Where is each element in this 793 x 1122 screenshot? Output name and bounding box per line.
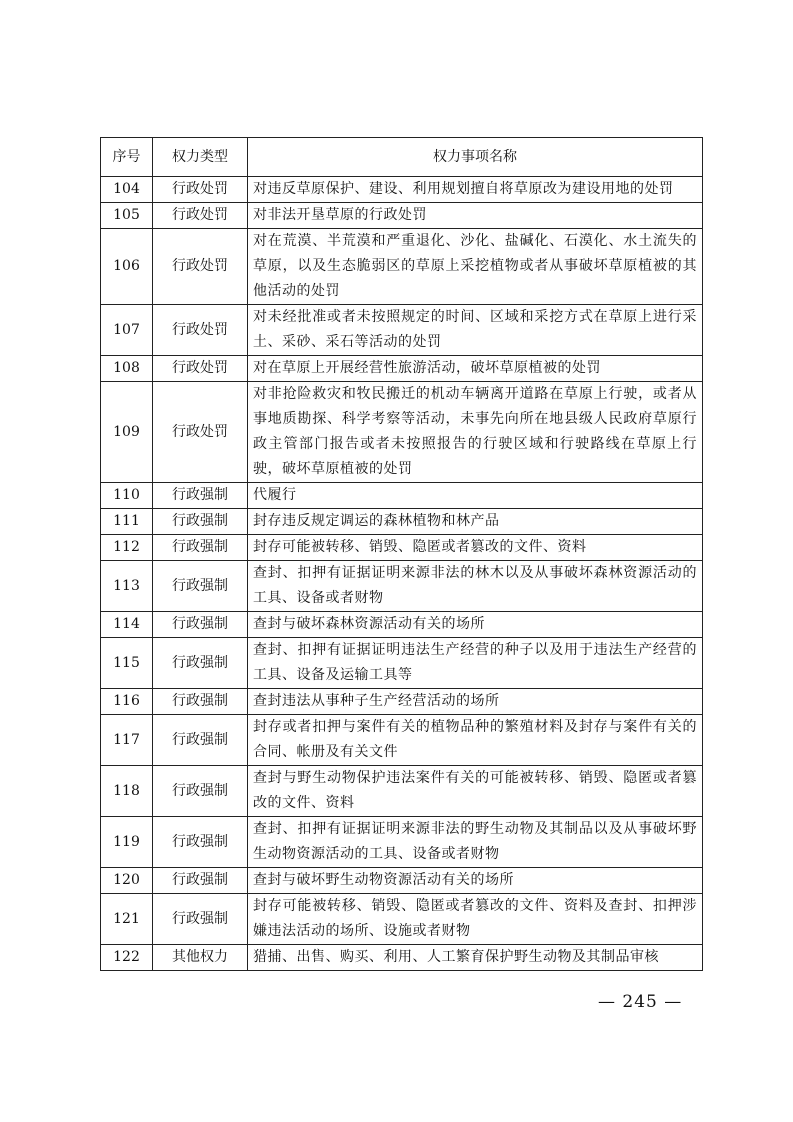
row-power-type: 行政强制 bbox=[153, 561, 248, 612]
row-power-item-name: 对违反草原保护、建设、利用规划擅自将草原改为建设用地的处罚 bbox=[248, 177, 703, 203]
row-serial-number: 117 bbox=[101, 715, 153, 766]
row-power-item-name: 查封与破坏森林资源活动有关的场所 bbox=[248, 612, 703, 638]
row-serial-number: 111 bbox=[101, 509, 153, 535]
row-power-type: 行政处罚 bbox=[153, 203, 248, 229]
row-power-type: 其他权力 bbox=[153, 945, 248, 971]
row-serial-number: 121 bbox=[101, 894, 153, 945]
table-row bbox=[101, 766, 703, 817]
row-power-type: 行政强制 bbox=[153, 483, 248, 509]
table-row bbox=[101, 177, 703, 203]
row-serial-number: 119 bbox=[101, 817, 153, 868]
table-row bbox=[101, 483, 703, 509]
row-power-item-name: 对未经批准或者未按照规定的时间、区域和采挖方式在草原上进行采土、采砂、采石等活动的处罚 bbox=[248, 305, 703, 356]
table-body bbox=[101, 177, 703, 971]
row-serial-number: 107 bbox=[101, 305, 153, 356]
row-serial-number: 116 bbox=[101, 689, 153, 715]
row-power-item-name: 查封、扣押有证据证明违法生产经营的种子以及用于违法生产经营的工具、设备及运输工具等 bbox=[248, 638, 703, 689]
row-power-item-name: 查封、扣押有证据证明来源非法的林木以及从事破坏森林资源活动的工具、设备或者财物 bbox=[248, 561, 703, 612]
row-serial-number: 115 bbox=[101, 638, 153, 689]
row-power-item-name: 封存违反规定调运的森林植物和林产品 bbox=[248, 509, 703, 535]
row-serial-number: 109 bbox=[101, 382, 153, 483]
row-power-item-name: 查封与野生动物保护违法案件有关的可能被转移、销毁、隐匿或者篡改的文件、资料 bbox=[248, 766, 703, 817]
row-serial-number: 105 bbox=[101, 203, 153, 229]
row-power-item-name: 对非法开垦草原的行政处罚 bbox=[248, 203, 703, 229]
row-power-item-name: 对在草原上开展经营性旅游活动，破坏草原植被的处罚 bbox=[248, 356, 703, 382]
row-power-type: 行政强制 bbox=[153, 715, 248, 766]
table-row bbox=[101, 229, 703, 305]
row-serial-number: 112 bbox=[101, 535, 153, 561]
row-power-type: 行政强制 bbox=[153, 689, 248, 715]
header-serial-number: 序号 bbox=[101, 138, 153, 177]
table-row bbox=[101, 945, 703, 971]
row-serial-number: 106 bbox=[101, 229, 153, 305]
row-power-type: 行政强制 bbox=[153, 535, 248, 561]
table-row bbox=[101, 305, 703, 356]
table-row bbox=[101, 817, 703, 868]
row-power-type: 行政强制 bbox=[153, 868, 248, 894]
row-power-type: 行政处罚 bbox=[153, 356, 248, 382]
row-power-type: 行政处罚 bbox=[153, 177, 248, 203]
row-power-item-name: 对在荒漠、半荒漠和严重退化、沙化、盐碱化、石漠化、水土流失的草原，以及生态脆弱区的草原上采挖植物或者从事破坏草原植被的其他活动的处罚 bbox=[248, 229, 703, 305]
row-power-type: 行政强制 bbox=[153, 612, 248, 638]
row-power-item-name: 查封、扣押有证据证明来源非法的野生动物及其制品以及从事破坏野生动物资源活动的工具、设备或者财物 bbox=[248, 817, 703, 868]
table-row bbox=[101, 382, 703, 483]
table-row bbox=[101, 535, 703, 561]
row-power-type: 行政强制 bbox=[153, 509, 248, 535]
table-row bbox=[101, 868, 703, 894]
table-row bbox=[101, 612, 703, 638]
row-power-type: 行政处罚 bbox=[153, 229, 248, 305]
row-power-item-name: 对非抢险救灾和牧民搬迁的机动车辆离开道路在草原上行驶，或者从事地质勘探、科学考察等活动，未事先向所在地县级人民政府草原行政主管部门报告或者未按照报告的行驶区域和行驶路线在草原上行驶，破坏草原植被的处罚 bbox=[248, 382, 703, 483]
row-serial-number: 110 bbox=[101, 483, 153, 509]
row-power-type: 行政强制 bbox=[153, 766, 248, 817]
table-row bbox=[101, 561, 703, 612]
row-power-item-name: 封存可能被转移、销毁、隐匿或者篡改的文件、资料及查封、扣押涉嫌违法活动的场所、设施或者财物 bbox=[248, 894, 703, 945]
row-power-type: 行政处罚 bbox=[153, 305, 248, 356]
table-row bbox=[101, 638, 703, 689]
table-row bbox=[101, 509, 703, 535]
row-power-item-name: 查封与破坏野生动物资源活动有关的场所 bbox=[248, 868, 703, 894]
table-row bbox=[101, 894, 703, 945]
page-number: — 245 — bbox=[598, 992, 683, 1012]
table-row bbox=[101, 203, 703, 229]
row-power-item-name: 封存或者扣押与案件有关的植物品种的繁殖材料及封存与案件有关的合同、帐册及有关文件 bbox=[248, 715, 703, 766]
header-power-item-name: 权力事项名称 bbox=[248, 138, 703, 177]
row-serial-number: 113 bbox=[101, 561, 153, 612]
row-power-item-name: 封存可能被转移、销毁、隐匿或者篡改的文件、资料 bbox=[248, 535, 703, 561]
row-power-type: 行政强制 bbox=[153, 638, 248, 689]
table-row bbox=[101, 356, 703, 382]
power-items-table bbox=[100, 137, 703, 971]
table-header-row bbox=[101, 138, 703, 177]
row-power-type: 行政强制 bbox=[153, 817, 248, 868]
row-serial-number: 104 bbox=[101, 177, 153, 203]
header-power-type: 权力类型 bbox=[153, 138, 248, 177]
table-row bbox=[101, 715, 703, 766]
row-serial-number: 114 bbox=[101, 612, 153, 638]
row-power-item-name: 查封违法从事种子生产经营活动的场所 bbox=[248, 689, 703, 715]
row-power-item-name: 代履行 bbox=[248, 483, 703, 509]
table-row bbox=[101, 689, 703, 715]
row-power-type: 行政强制 bbox=[153, 894, 248, 945]
row-serial-number: 118 bbox=[101, 766, 153, 817]
row-serial-number: 122 bbox=[101, 945, 153, 971]
row-power-type: 行政处罚 bbox=[153, 382, 248, 483]
row-serial-number: 120 bbox=[101, 868, 153, 894]
row-serial-number: 108 bbox=[101, 356, 153, 382]
row-power-item-name: 猎捕、出售、购买、利用、人工繁育保护野生动物及其制品审核 bbox=[248, 945, 703, 971]
